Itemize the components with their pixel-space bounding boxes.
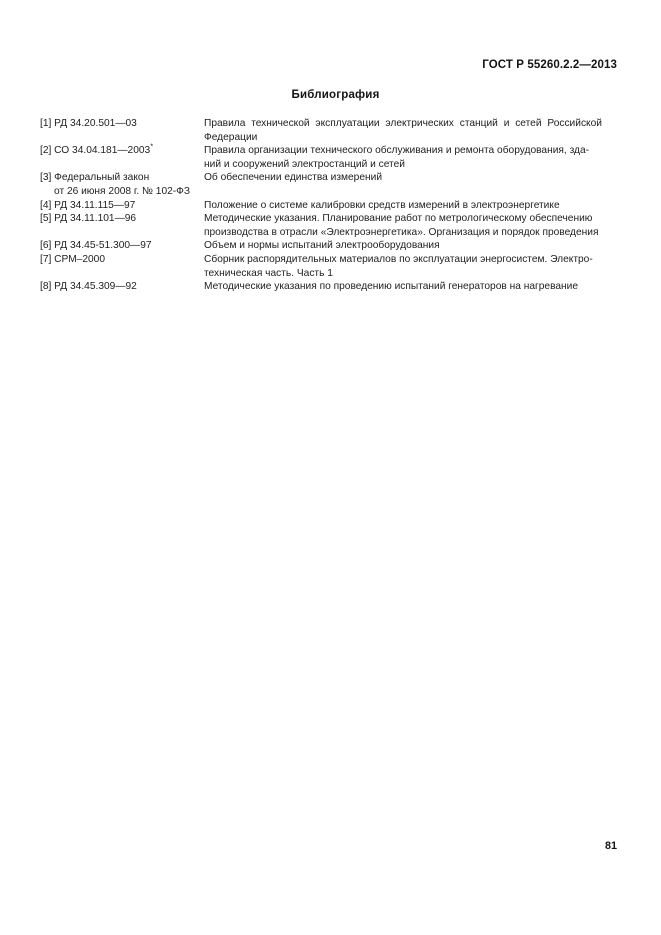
bibliography-entry-label-text: [4] РД 34.11.115—97	[40, 199, 136, 211]
bibliography-entry-description	[204, 239, 602, 253]
page-title-text: Библиография	[291, 89, 380, 101]
bibliography-entry-description-line: Объем и нормы испытаний электрооборудования	[204, 240, 440, 252]
bibliography-entry-label	[40, 239, 204, 253]
description-word: электрических	[385, 118, 454, 129]
page-number: 81	[604, 840, 617, 852]
bibliography-entry-description-line: Методические указания. Планирование работ по метрологическому обеспечению	[204, 213, 593, 225]
bibliography-entry-footnote-marker: *	[150, 141, 154, 151]
bibliography-entry-description-line: ний и сооружений электростанций и сетей	[204, 158, 405, 170]
bibliography-entry	[40, 117, 602, 144]
description-word: технической	[251, 118, 310, 129]
bibliography-entry	[40, 239, 602, 253]
bibliography-entry-description-line: Правила организации технического обслуживания и ремонта оборудования, зда-	[204, 145, 590, 157]
bibliography-entry-label	[40, 141, 204, 158]
bibliography-entry-description-line: Федерации	[204, 131, 258, 143]
bibliography-entry-label	[40, 253, 204, 267]
bibliography-entry	[40, 171, 602, 198]
bibliography-entry	[40, 199, 602, 213]
description-word: и	[503, 118, 510, 129]
bibliography-entry-description-line: Методические указания по проведению испытаний генераторов на нагревание	[204, 281, 579, 293]
description-word: сетей	[515, 118, 542, 129]
bibliography-entry-label-text: [7] СРМ–2000	[40, 253, 106, 265]
bibliography-entry-label-text: [2] СО 34.04.181—2003	[40, 145, 151, 157]
bibliography-entry-label-line2: от 26 июня 2008 г. № 102-ФЗ	[54, 185, 191, 197]
bibliography-entry-description-line: Положение о системе калибровки средств измерений в электроэнергетике	[204, 199, 560, 211]
bibliography-entry	[40, 253, 602, 280]
bibliography-entry-description-line: Об обеспечении единства измерений	[204, 172, 383, 184]
running-header-standard-number: ГОСТ Р 55260.2.2—2013	[482, 59, 617, 71]
bibliography-entry	[40, 212, 602, 239]
page-title	[0, 89, 661, 101]
bibliography-entry-description	[204, 253, 602, 280]
bibliography-entry-label	[40, 171, 204, 198]
description-word: Российской	[547, 118, 602, 129]
bibliography-entry-label-text: [5] РД 34.11.101—96	[40, 213, 137, 225]
bibliography-entry-description	[204, 171, 602, 185]
description-word: Правила	[204, 118, 246, 129]
bibliography-entry-description	[204, 144, 602, 171]
bibliography-entry-label-text: [6] РД 34.45-51.300—97	[40, 240, 152, 252]
bibliography-entry	[40, 280, 602, 294]
description-word: станций	[459, 118, 498, 129]
bibliography-entry-description	[204, 117, 602, 144]
bibliography-entry-description	[204, 280, 602, 294]
bibliography-list	[40, 117, 602, 294]
description-word: эксплуатации	[315, 118, 380, 129]
bibliography-entry-label	[40, 199, 204, 213]
bibliography-entry-label	[40, 280, 204, 294]
bibliography-entry-label	[40, 212, 204, 226]
bibliography-entry-description	[204, 212, 602, 239]
bibliography-entry-description-line	[204, 117, 602, 131]
bibliography-entry-description-line: Сборник распорядительных материалов по эксплуатации энергосистем. Электро-	[204, 253, 593, 265]
bibliography-entry-description-line: техническая часть. Часть 1	[204, 267, 333, 279]
bibliography-entry-label-text: [8] РД 34.45.309—92	[40, 281, 137, 293]
bibliography-entry-label-text: [3] Федеральный закон	[40, 172, 150, 184]
bibliography-entry-description	[204, 199, 602, 213]
bibliography-entry-label	[40, 117, 204, 131]
bibliography-entry-label-text: [1] РД 34.20.501—03	[40, 118, 137, 129]
bibliography-entry	[40, 141, 602, 171]
bibliography-entry-description-line: производства в отрасли «Электроэнергетика». Организация и порядок проведения	[204, 226, 599, 238]
